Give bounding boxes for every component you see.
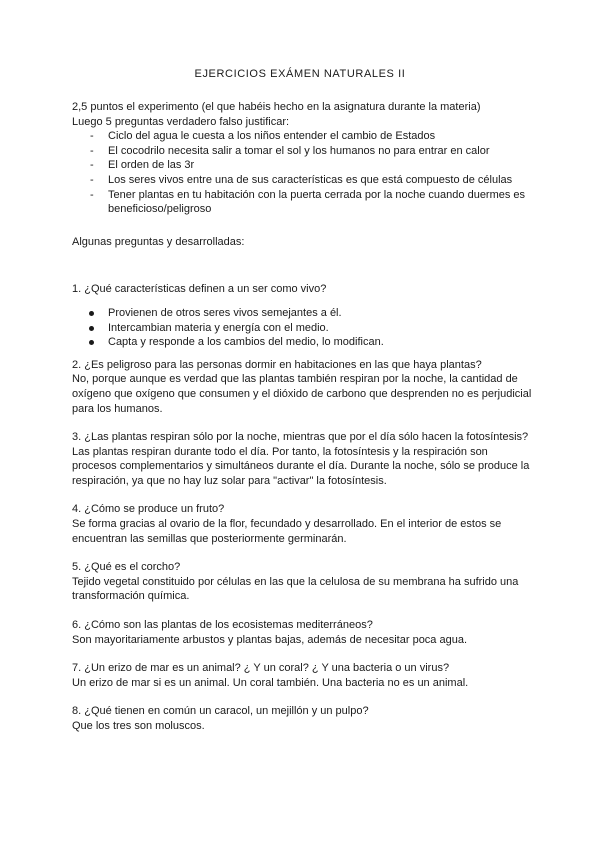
- list-item: Capta y responde a los cambios del medio, lo modifican.: [72, 335, 532, 350]
- question-5: 5. ¿Qué es el corcho?: [72, 561, 181, 574]
- dash-marker: -: [90, 159, 94, 172]
- bullet-icon: [89, 326, 94, 331]
- list-item: - Tener plantas en tu habitación con la puerta cerrada por la noche cuando duermes es beneficioso/peligroso: [90, 188, 526, 216]
- document-body: [72, 100, 532, 734]
- list-item: - Los seres vivos entre una de sus características es que está compuesto de células: [90, 173, 513, 186]
- list-item: Provienen de otros seres vivos semejantes a él.: [72, 306, 532, 321]
- question-1-answers: [72, 306, 532, 350]
- question-7: 7. ¿Un erizo de mar es un animal? ¿ Y un coral? ¿ Y una bacteria o un virus?: [72, 662, 450, 675]
- answer-2: No, porque aunque es verdad que las plantas también respiran por la noche, la cantidad de oxígeno que oxígeno que consumen y el dióxido de carbono que desprenden no es perjudicial para los humanos.: [72, 373, 532, 415]
- answer-5: Tejido vegetal constituido por células en las que la celulosa de su membrana ha sufrido una transformación química.: [72, 575, 519, 603]
- true-false-list: [72, 129, 532, 217]
- intro-line-2: Luego 5 preguntas verdadero falso justificar:: [72, 115, 290, 128]
- question-4: 4. ¿Cómo se produce un fruto?: [72, 503, 225, 516]
- intro-line-1: 2,5 puntos el experimento (el que habéis hecho en la asignatura durante la materia): [72, 101, 481, 113]
- dash-marker: -: [90, 173, 94, 186]
- list-item: Intercambian materia y energía con el medio.: [72, 321, 532, 336]
- bullet-icon: [89, 340, 94, 345]
- answer-8: Que los tres son moluscos.: [72, 720, 205, 732]
- answer-3: Las plantas respiran durante todo el día. Por tanto, la fotosíntesis y la respiración son procesos complementarios y simultáneos durante el día. Durante la noche, sólo se produce la respiración, ya que no hay luz solar para "activar" la fotosíntesis.: [72, 445, 530, 487]
- list-item: - El orden de las 3r: [90, 159, 195, 172]
- bullet-icon: [89, 311, 94, 316]
- question-8: 8. ¿Qué tienen en común un caracol, un mejillón y un pulpo?: [72, 705, 369, 718]
- answer-4: Se forma gracias al ovario de la flor, fecundado y desarrollado. En el interior de estos se encuentran las semillas que posteriormente germinarán.: [72, 518, 502, 545]
- dash-marker: -: [90, 144, 94, 157]
- answer-6: Son mayoritariamente arbustos y plantas bajas, además de necesitar poca agua.: [72, 633, 468, 646]
- section-heading: Algunas preguntas y desarrolladas:: [72, 235, 245, 248]
- question-6: 6. ¿Cómo son las plantas de los ecosistemas mediterráneos?: [72, 619, 373, 632]
- dash-marker: -: [90, 188, 94, 201]
- answer-7: Un erizo de mar si es un animal. Un coral también. Una bacteria no es un animal.: [72, 676, 469, 689]
- dash-marker: -: [90, 130, 94, 143]
- list-item: - Ciclo del agua le cuesta a los niños entender el cambio de Estados: [90, 130, 436, 143]
- list-item: - El cocodrilo necesita salir a tomar el sol y los humanos no para entrar en calor: [90, 144, 490, 157]
- document-title: EJERCICIOS EXÁMEN NATURALES II: [194, 68, 406, 80]
- question-1: 1. ¿Qué características definen a un ser como vivo?: [72, 283, 327, 296]
- question-2: 2. ¿Es peligroso para las personas dormir en habitaciones en las que haya plantas?: [72, 358, 482, 371]
- question-3: 3. ¿Las plantas respiran sólo por la noche, mientras que por el día sólo hacen la fotosíntesis?: [72, 431, 529, 444]
